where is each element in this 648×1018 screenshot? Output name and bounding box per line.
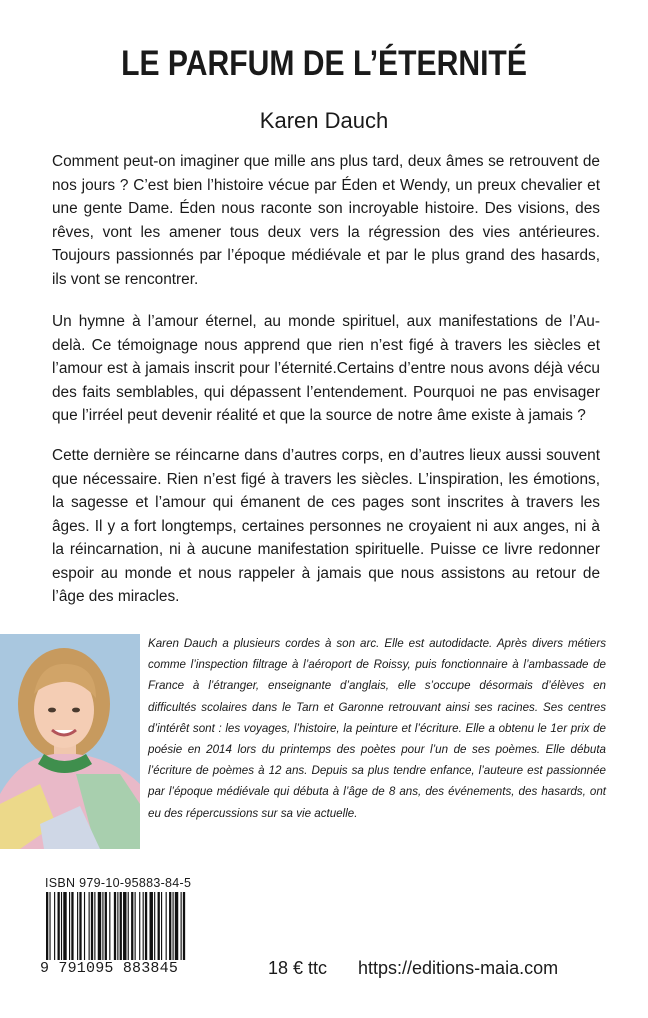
author-photo <box>0 634 140 849</box>
isbn-label: ISBN 979-10-95883-84-5 <box>45 876 192 890</box>
barcode-bar <box>46 892 48 962</box>
book-title: LE PARFUM DE L’ÉTERNITÉ <box>121 44 527 83</box>
barcode-bar <box>175 892 178 962</box>
barcode-bar <box>109 892 110 962</box>
barcode-bar <box>150 892 153 962</box>
barcode-bar <box>94 892 95 962</box>
barcode-bar <box>71 892 73 962</box>
barcode-digits: 9 791095 883845 <box>40 960 195 977</box>
barcode-bar <box>102 892 103 962</box>
barcode-bar <box>89 892 90 962</box>
barcode-bar <box>181 892 182 962</box>
barcode-bar <box>69 892 70 962</box>
barcode-bar <box>135 892 136 962</box>
barcode-bar <box>117 892 118 962</box>
barcode-bar <box>91 892 93 962</box>
barcode-bar <box>161 892 162 962</box>
barcode-bar <box>49 892 50 962</box>
barcode-bar <box>63 892 66 962</box>
synopsis-paragraph-1: Comment peut-on imaginer que mille ans plus tard, deux âmes se retrouvent de nos jours ? C’est bien l’histoire vécue par Éden et Wendy, un preux chevalier et une gente Dame. Éden nous raconte son incroyable histoire. Des visions, des rêves, vont les amener tous deux vers la régression des vies antérieures. Toujours passionnés par l’époque médiévale et par le plus grand des hasards, ils vont se rencontrer. <box>52 153 600 288</box>
barcode-bar <box>173 892 174 962</box>
barcode-bar <box>77 892 78 962</box>
barcode-bar <box>123 892 126 962</box>
publisher-website[interactable]: https://editions-maia.com <box>358 958 559 978</box>
barcode-bars <box>42 892 192 962</box>
barcode-bar <box>84 892 85 962</box>
author-biography: Karen Dauch a plusieurs cordes à son arc. Elle est autodidacte. Après divers métiers comme l’inspection filtrage à l’aéroport de Roissy, puis fonctionnaire à l’ambassade de France à l’étranger, enseignante d’anglais, elle s’occupe désormais d’élèves en difficultés scolaires dans le Tarn et Garonne retrouvant ainsi ses racines. Ses centres d’intérêt sont : les voyages, l’histoire, la peinture et l’écriture. Elle a obtenu le 1er prix de poésie en 2014 lors du printemps des poètes pour l’un de ses poèmes. Elle débuta l’écriture de poèmes à 12 ans. Depuis sa plus tendre enfance, l’auteure est passionnée par l’époque médiévale qui débuta à l’âge de 8 ans, des événements, des hasards, ont eu des répercussions sur sa vie actuelle. <box>148 637 606 820</box>
synopsis-paragraph-3: Cette dernière se réincarne dans d’autres corps, en d’autres lieux aussi souvent que nécessaire. Rien n’est figé à travers les siècles. L’inspiration, les émotions, la sagesse et l’amour qui émanent de ces pages sont inscrites à travers les âges. Il y a fort longtemps, certaines personnes ne croyaient ni aux anges, ni à la réincarnation, ni à aucune manifestation spirituelle. Puisse ce livre redonner espoir au monde et nous rappeler à jamais que nous assistons au retour de l’âge des miracles. <box>52 447 600 605</box>
barcode-bar <box>158 892 160 962</box>
price: 18 € ttc <box>268 958 328 978</box>
barcode-bar <box>61 892 62 962</box>
barcode-bar <box>120 892 122 962</box>
barcode-bar <box>154 892 155 962</box>
barcode-bar <box>131 892 133 962</box>
barcode-bar <box>145 892 147 962</box>
synopsis-paragraph-2: Un hymne à l’amour éternel, au monde spirituel, aux manifestations de l’Au-delà. Ce témoignage nous apprend que rien n’est figé à travers les siècles et l’amour est à jamais inscrit pour l’éternité.Certains d’entre nous avons déjà vécu des faits semblables, qui dépassent l’entendement. Pourquoi ne pas envisager que l’irréel peut devenir réalité et que la source de notre âme existe à jamais ? <box>52 313 600 424</box>
barcode-bar <box>98 892 101 962</box>
barcode-bar <box>105 892 107 962</box>
barcode-bar <box>58 892 60 962</box>
barcode-bar <box>139 892 140 962</box>
barcode-bar <box>143 892 144 962</box>
barcode-bar <box>54 892 55 962</box>
barcode-bar <box>79 892 81 962</box>
barcode-bar <box>166 892 167 962</box>
author-portrait-illustration <box>0 634 140 849</box>
barcode-bar <box>183 892 185 962</box>
barcode-bar <box>114 892 116 962</box>
author-name: Karen Dauch <box>259 108 389 133</box>
barcode-bar <box>128 892 129 962</box>
barcode-bar <box>169 892 171 962</box>
